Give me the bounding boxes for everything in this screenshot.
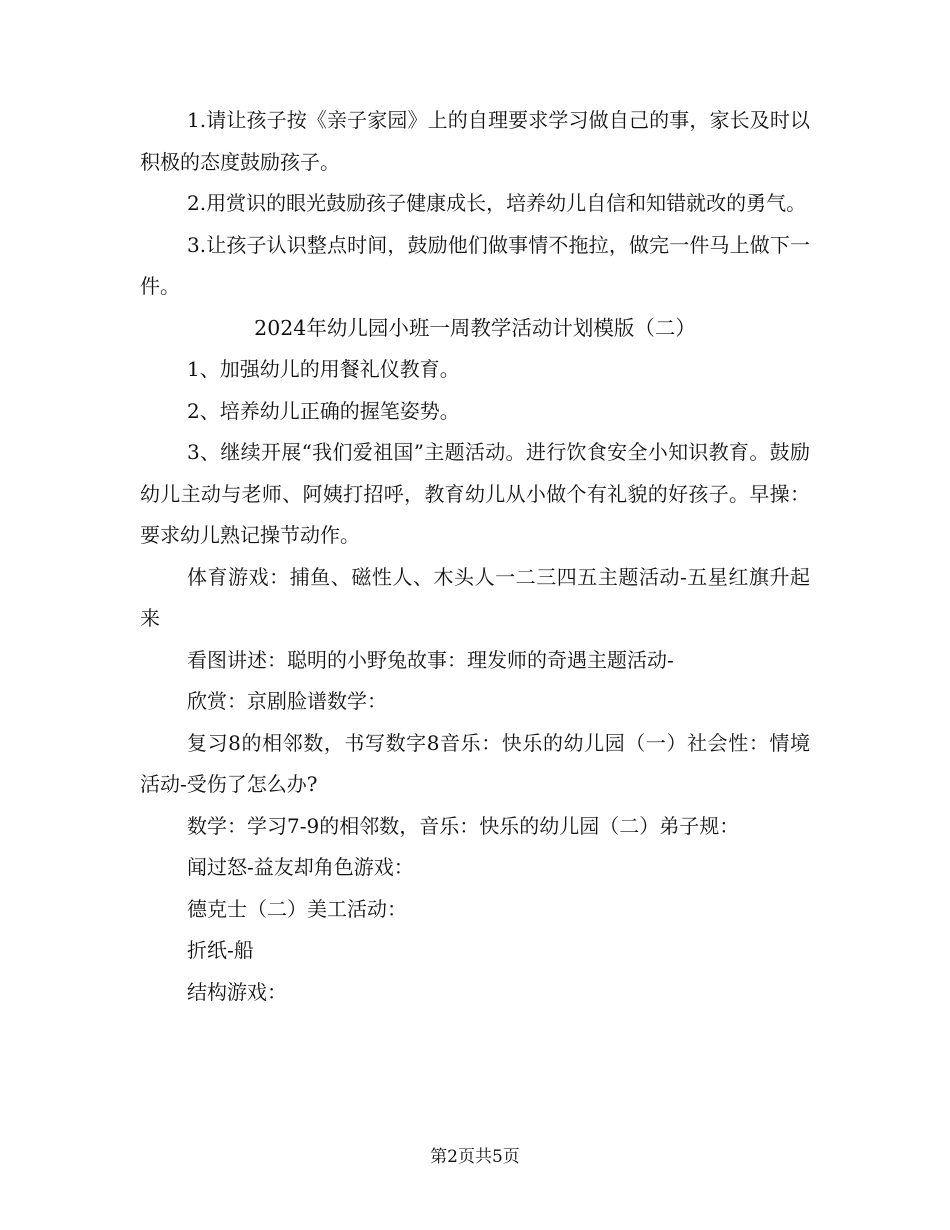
- paragraph: 看图讲述：聪明的小野兔故事：理发师的奇遇主题活动-: [187, 647, 674, 672]
- page-number-footer: 第2页共5页: [430, 1147, 520, 1167]
- document-body: [140, 100, 810, 1013]
- paragraph: 1.请让孩子按《亲子家园》上的自理要求学习做自己的事，家长及时以积极的态度鼓励孩子。: [140, 108, 810, 174]
- paragraph: 2、培养幼儿正确的握笔姿势。: [187, 398, 460, 423]
- paragraph: 2.用赏识的眼光鼓励孩子健康成长，培养幼儿自信和知错就改的勇气。: [187, 191, 807, 215]
- paragraph: 体育游戏：捕鱼、磁性人、木头人一二三四五主题活动-五星红旗升起来: [140, 564, 810, 630]
- paragraph: 3.让孩子认识整点时间，鼓励他们做事情不拖拉，做完一件马上做下一件。: [140, 232, 810, 298]
- paragraph: 3、继续开展“我们爱祖国”主题活动。进行饮食安全小知识教育。鼓励幼儿主动与老师、阿姨打招呼，教育幼儿从小做个有礼貌的好孩子。早操：要求幼儿熟记操节动作。: [140, 440, 810, 547]
- section-title: 2024年幼儿园小班一周教学活动计划模版（二）: [254, 315, 696, 340]
- paragraph: 结构游戏：: [187, 979, 287, 1004]
- paragraph: 欣赏：京剧脸谱数学：: [187, 689, 387, 713]
- paragraph: 数学：学习7-9的相邻数，音乐：快乐的幼儿园（二）弟子规：: [187, 813, 740, 838]
- paragraph: 德克士（二）美工活动：: [187, 896, 407, 921]
- paragraph: 折纸-船: [187, 938, 254, 962]
- paragraph: 1、加强幼儿的用餐礼仪教育。: [187, 357, 460, 381]
- paragraph: 闻过怒-益友却角色游戏：: [187, 855, 414, 879]
- paragraph: 复习8的相邻数，书写数字8音乐：快乐的幼儿园（一）社会性：情境活动-受伤了怎么办?: [140, 730, 810, 796]
